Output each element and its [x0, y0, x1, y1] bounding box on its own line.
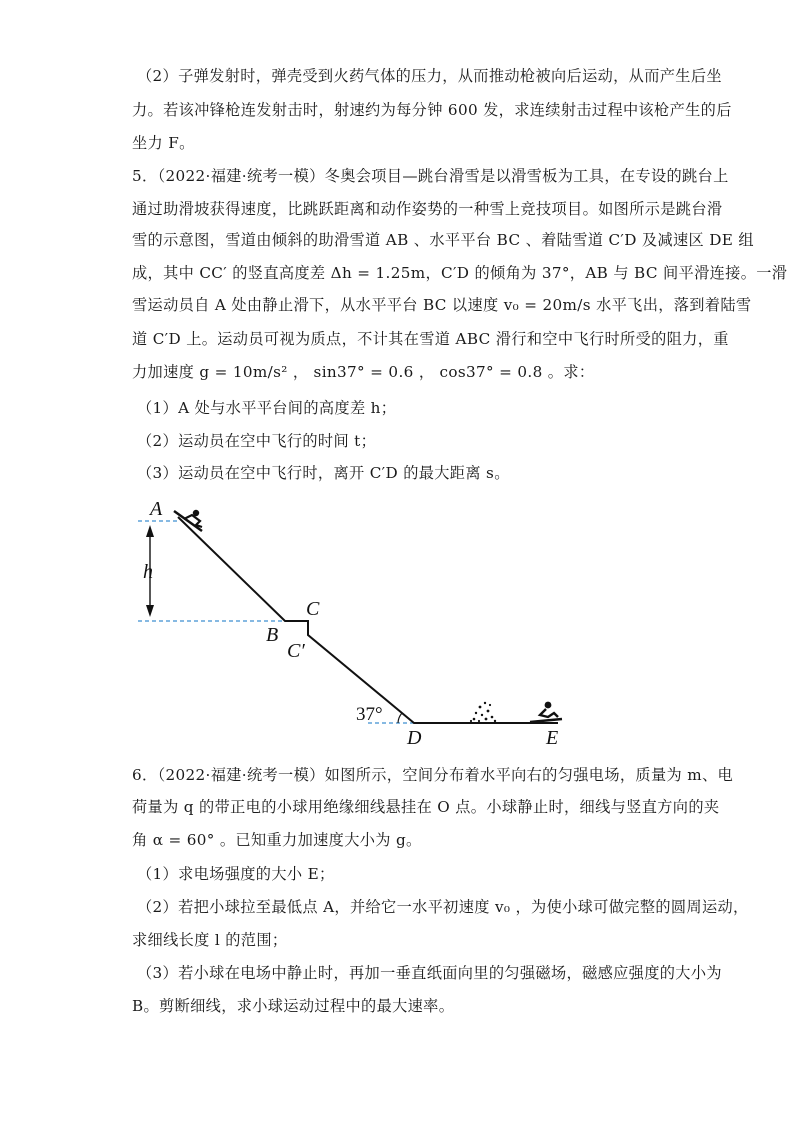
q6-line-1: 6．（2022·福建·统考一模）如图所示，空间分布着水平向右的匀强电场，质量为 m、电: [132, 766, 734, 784]
q4-line-3: 坐力 F。: [132, 134, 195, 152]
q6-subquestion-1: （1）求电场强度的大小 E；: [137, 865, 335, 883]
label-c: C: [306, 598, 320, 620]
q6-subquestion-2b: 求细线长度 l 的范围；: [132, 931, 288, 949]
label-h: h: [143, 561, 153, 583]
label-angle: 37°: [356, 704, 383, 725]
q4-line-2: 力。若该冲锋枪连发射击时，射速约为每分钟 600 发，求连续射击过程中该枪产生的后: [132, 101, 732, 119]
q5-line-1: 5．（2022·福建·统考一模）冬奥会项目—跳台滑雪是以滑雪板为工具，在专设的跳台上: [132, 167, 729, 185]
label-d: D: [407, 727, 422, 749]
q5-line-5: 雪运动员自 A 处由静止滑下，从水平平台 BC 以速度 v₀ = 20m/s 水平飞出，落到着陆雪: [132, 296, 752, 314]
q5-line-6: 道 C′D 上。运动员可视为质点，不计其在雪道 ABC 滑行和空中飞行时所受的阻力，重: [132, 330, 729, 348]
q6-subquestion-3b: B。剪断细线，求小球运动过程中的最大速率。: [132, 997, 455, 1015]
snow-splash-icon: [470, 702, 496, 722]
label-b: B: [266, 624, 279, 646]
q5-line-4: 成，其中 CC′ 的竖直高度差 Δh = 1.25m，C′D 的倾角为 37°，AB 与 BC 间平滑连接。一滑: [132, 264, 788, 282]
ski-jump-figure: [130, 495, 580, 750]
q5-line-7: 力加速度 g = 10m/s² ， sin37° = 0.6 ， cos37° = 0.8 。求：: [132, 363, 595, 381]
q5-line-3: 雪的示意图，雪道由倾斜的助滑雪道 AB 、水平平台 BC 、着陆雪道 C′D 及减速区 DE 组: [132, 231, 754, 249]
q5-line-2: 通过助滑坡获得速度，比跳跃距离和动作姿势的一种雪上竞技项目。如图所示是跳台滑: [132, 200, 723, 218]
q5-subquestion-2: （2）运动员在空中飞行的时间 t；: [137, 432, 377, 450]
q5-subquestion-3: （3）运动员在空中飞行时，离开 C′D 的最大距离 s。: [137, 464, 510, 482]
q6-line-3: 角 α = 60° 。已知重力加速度大小为 g。: [132, 831, 422, 849]
height-arrow-head-down: [146, 605, 154, 617]
q4-line-1: （2）子弹发射时，弹壳受到火药气体的压力，从而推动枪被向后运动，从而产生后坐: [137, 67, 722, 85]
q6-line-2: 荷量为 q 的带正电的小球用绝缘细线悬挂在 O 点。小球静止时，细线与竖直方向的夹: [132, 798, 720, 816]
angle-arc: [398, 713, 402, 723]
label-a: A: [150, 498, 163, 520]
ski-track: [178, 517, 558, 723]
height-arrow-head-up: [146, 525, 154, 537]
q5-subquestion-1: （1）A 处与水平平台间的高度差 h；: [137, 399, 397, 417]
q6-subquestion-2a: （2）若把小球拉至最低点 A，并给它一水平初速度 v₀ ，为使小球可做完整的圆周运动，: [137, 898, 749, 916]
skier-end-icon: [530, 702, 562, 722]
label-e: E: [546, 727, 559, 749]
q6-subquestion-3a: （3）若小球在电场中静止时，再加一垂直纸面向里的匀强磁场，磁感应强度的大小为: [137, 964, 722, 982]
label-c-prime: C′: [287, 640, 305, 662]
